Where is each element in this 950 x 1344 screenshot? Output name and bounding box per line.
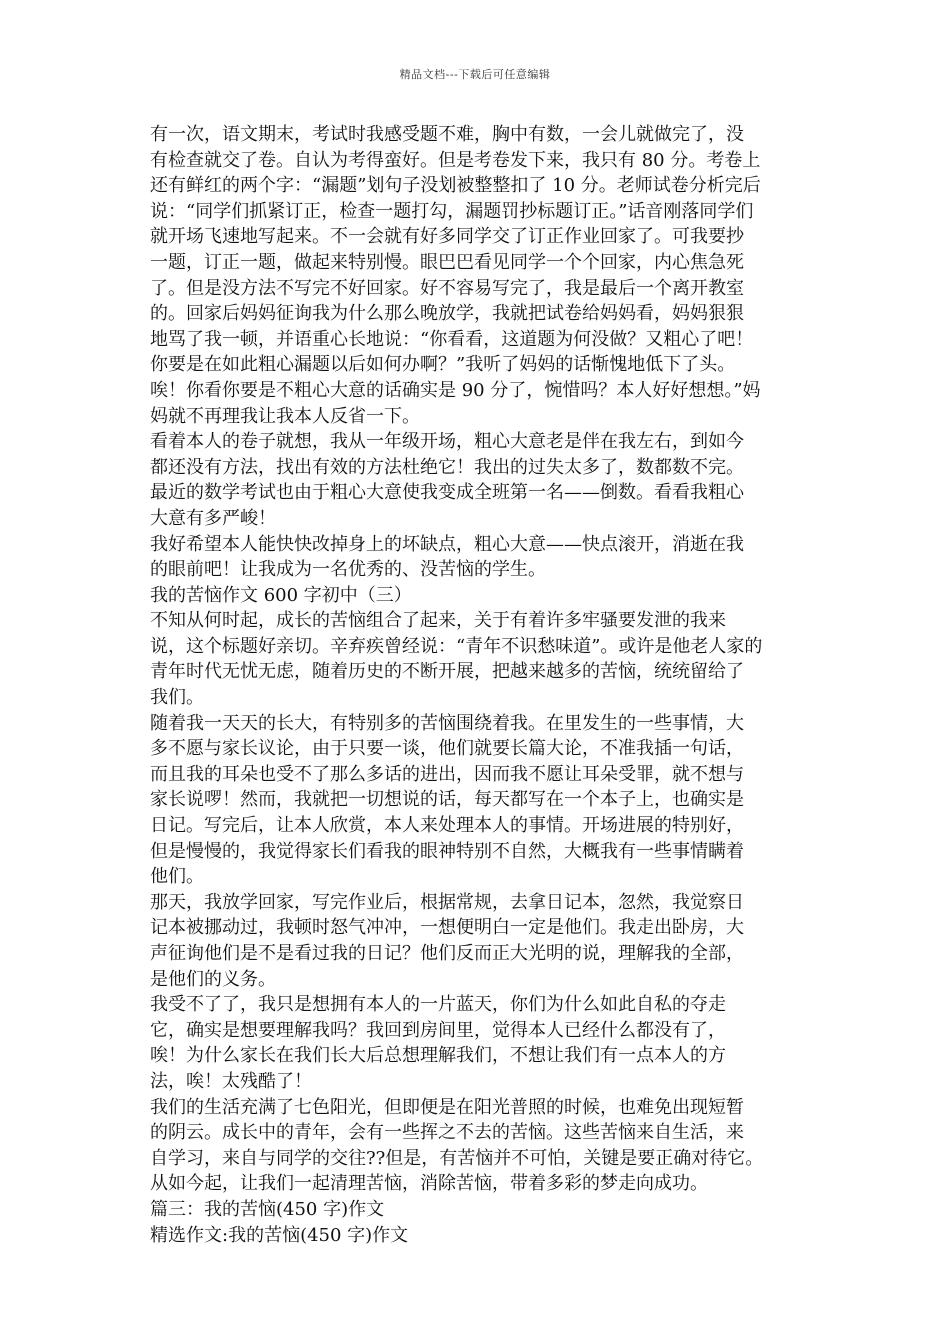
text-line: 唉！为什么家长在我们长大后总想理解我们，不想让我们有一点本人的方 [150,1045,726,1067]
text-line: 而且我的耳朵也受不了那么多话的进出，因而我不愿让耳朵受罪，就不想与 [150,763,744,785]
text-line: 自学习，来自与同学的交往??但是，有苦恼并不可怕，关键是要正确对待它。 [150,1147,764,1169]
text-line: 的阴云。成长中的青年，会有一些挥之不去的苦恼。这些苦恼来自生活，来 [150,1122,744,1144]
text-line: 他们。 [150,866,204,888]
text-line: 最近的数学考试也由于粗心大意使我变成全班第一名——倒数。看看我粗心 [150,482,744,504]
text-line: 从如今起，让我们一起清理苦恼，消除苦恼，带着多彩的梦走向成功。 [150,1173,708,1195]
section-heading: 篇三：我的苦恼(450 字)作文 [150,1198,385,1220]
text-line: 它，确实是想要理解我吗？我回到房间里，觉得本人已经什么都没有了， [150,1019,726,1041]
text-line: 是他们的义务。 [150,968,276,990]
text-line: 法，唉！太残酷了！ [150,1070,312,1092]
text-line: 就开场飞速地写起来。不一会就有好多同学交了订正作业回家了。可我要抄 [150,226,744,248]
text-line: 大意有多严峻！ [150,507,276,529]
text-line: 我们的生活充满了七色阳光，但即便是在阳光普照的时候，也难免出现短暂 [150,1096,744,1118]
text-line: 我们。 [150,687,204,709]
text-line: 我好希望本人能快快改掉身上的坏缺点，粗心大意——快点滚开，消逝在我 [150,533,744,555]
text-line: 家长说啰！然而，我就把一切想说的话，每天都写在一个本子上，也确实是 [150,789,744,811]
text-line: 说：“同学们抓紧订正，检查一题打勾，漏题罚抄标题订正。”话音刚落同学们 [150,200,754,222]
text-line: 的眼前吧！让我成为一名优秀的、没苦恼的学生。 [150,559,546,581]
text-line: 日记。写完后，让本人欣赏，本人来处理本人的事情。开场进展的特别好， [150,815,744,837]
text-line: 有一次，语文期末，考试时我感受题不难，胸中有数，一会儿就做完了，没 [150,124,744,145]
text-line: 妈就不再理我让我本人反省一下。 [150,405,420,427]
text-line: 记本被挪动过，我顿时怒气冲冲，一想便明白一定是他们。我走出卧房，大 [150,917,744,939]
section-subheading: 精选作文:我的苦恼(450 字)作文 [150,1224,409,1246]
document-body [150,122,805,1248]
text-line: 一题，订正一题，做起来特别慢。眼巴巴看见同学一个个回家，内心焦急死 [150,251,744,273]
text-line: 声征询他们是不是看过我的日记？他们反而正大光明的说，理解我的全部， [150,943,744,964]
text-line: 不知从何时起，成长的苦恼组合了起来，关于有着许多牢骚要发泄的我来 [150,610,726,632]
text-line: 说，这个标题好亲切。辛弃疾曾经说：“青年不识愁味道”。或许是他老人家的 [150,635,763,657]
text-line: 地骂了我一顿，并语重心长地说：“你看看，这道题为何没做？又粗心了吧！ [150,328,754,350]
text-line: 唉！你看你要是不粗心大意的话确实是 90 分了，惋惜吗？本人好好想想。”妈 [150,379,761,401]
text-line: 青年时代无忧无虑，随着历史的不断开展，把越来越多的苦恼，统统留给了 [150,661,744,683]
text-line: 有检查就交了卷。自认为考得蛮好。但是考卷发下来，我只有 80 分。考卷上 [150,149,761,171]
text-line: 还有鲜红的两个字：“漏题”划句子没划被整整扣了 10 分。老师试卷分析完后 [150,175,761,197]
text-line: 我受不了了，我只是想拥有本人的一片蓝天，你们为什么如此自私的夺走 [150,994,726,1016]
text-line: 都还没有方法，找出有效的方法杜绝它！我出的过失太多了，数都数不完。 [150,456,744,478]
text-line: 那天，我放学回家，写完作业后，根据常规，去拿日记本，忽然，我觉察日 [150,891,744,913]
text-line: 随着我一天天的长大，有特别多的苦恼围绕着我。在里发生的一些事情，大 [150,712,744,734]
text-line: 的。回家后妈妈征询我为什么那么晚放学，我就把试卷给妈妈看，妈妈狠狠 [150,303,744,325]
text-line: 多不愿与家长议论，由于只要一谈，他们就要长篇大论，不准我插一句话， [150,738,744,760]
text-line: 但是慢慢的，我觉得家长们看我的眼神特别不自然，大概我有一些事情瞒着 [150,840,744,862]
text-line: 看着本人的卷子就想，我从一年级开场，粗心大意老是伴在我左右，到如今 [150,431,744,453]
page-header: 精品文档---下载后可任意编辑 [399,68,551,81]
text-line: 了。但是没方法不写完不好回家。好不容易写完了，我是最后一个离开教室 [150,277,744,299]
section-heading: 我的苦恼作文 600 字初中（三） [150,584,412,606]
text-line: 你要是在如此粗心漏题以后如何办啊？”我听了妈妈的话惭愧地低下了头。 [150,354,736,376]
